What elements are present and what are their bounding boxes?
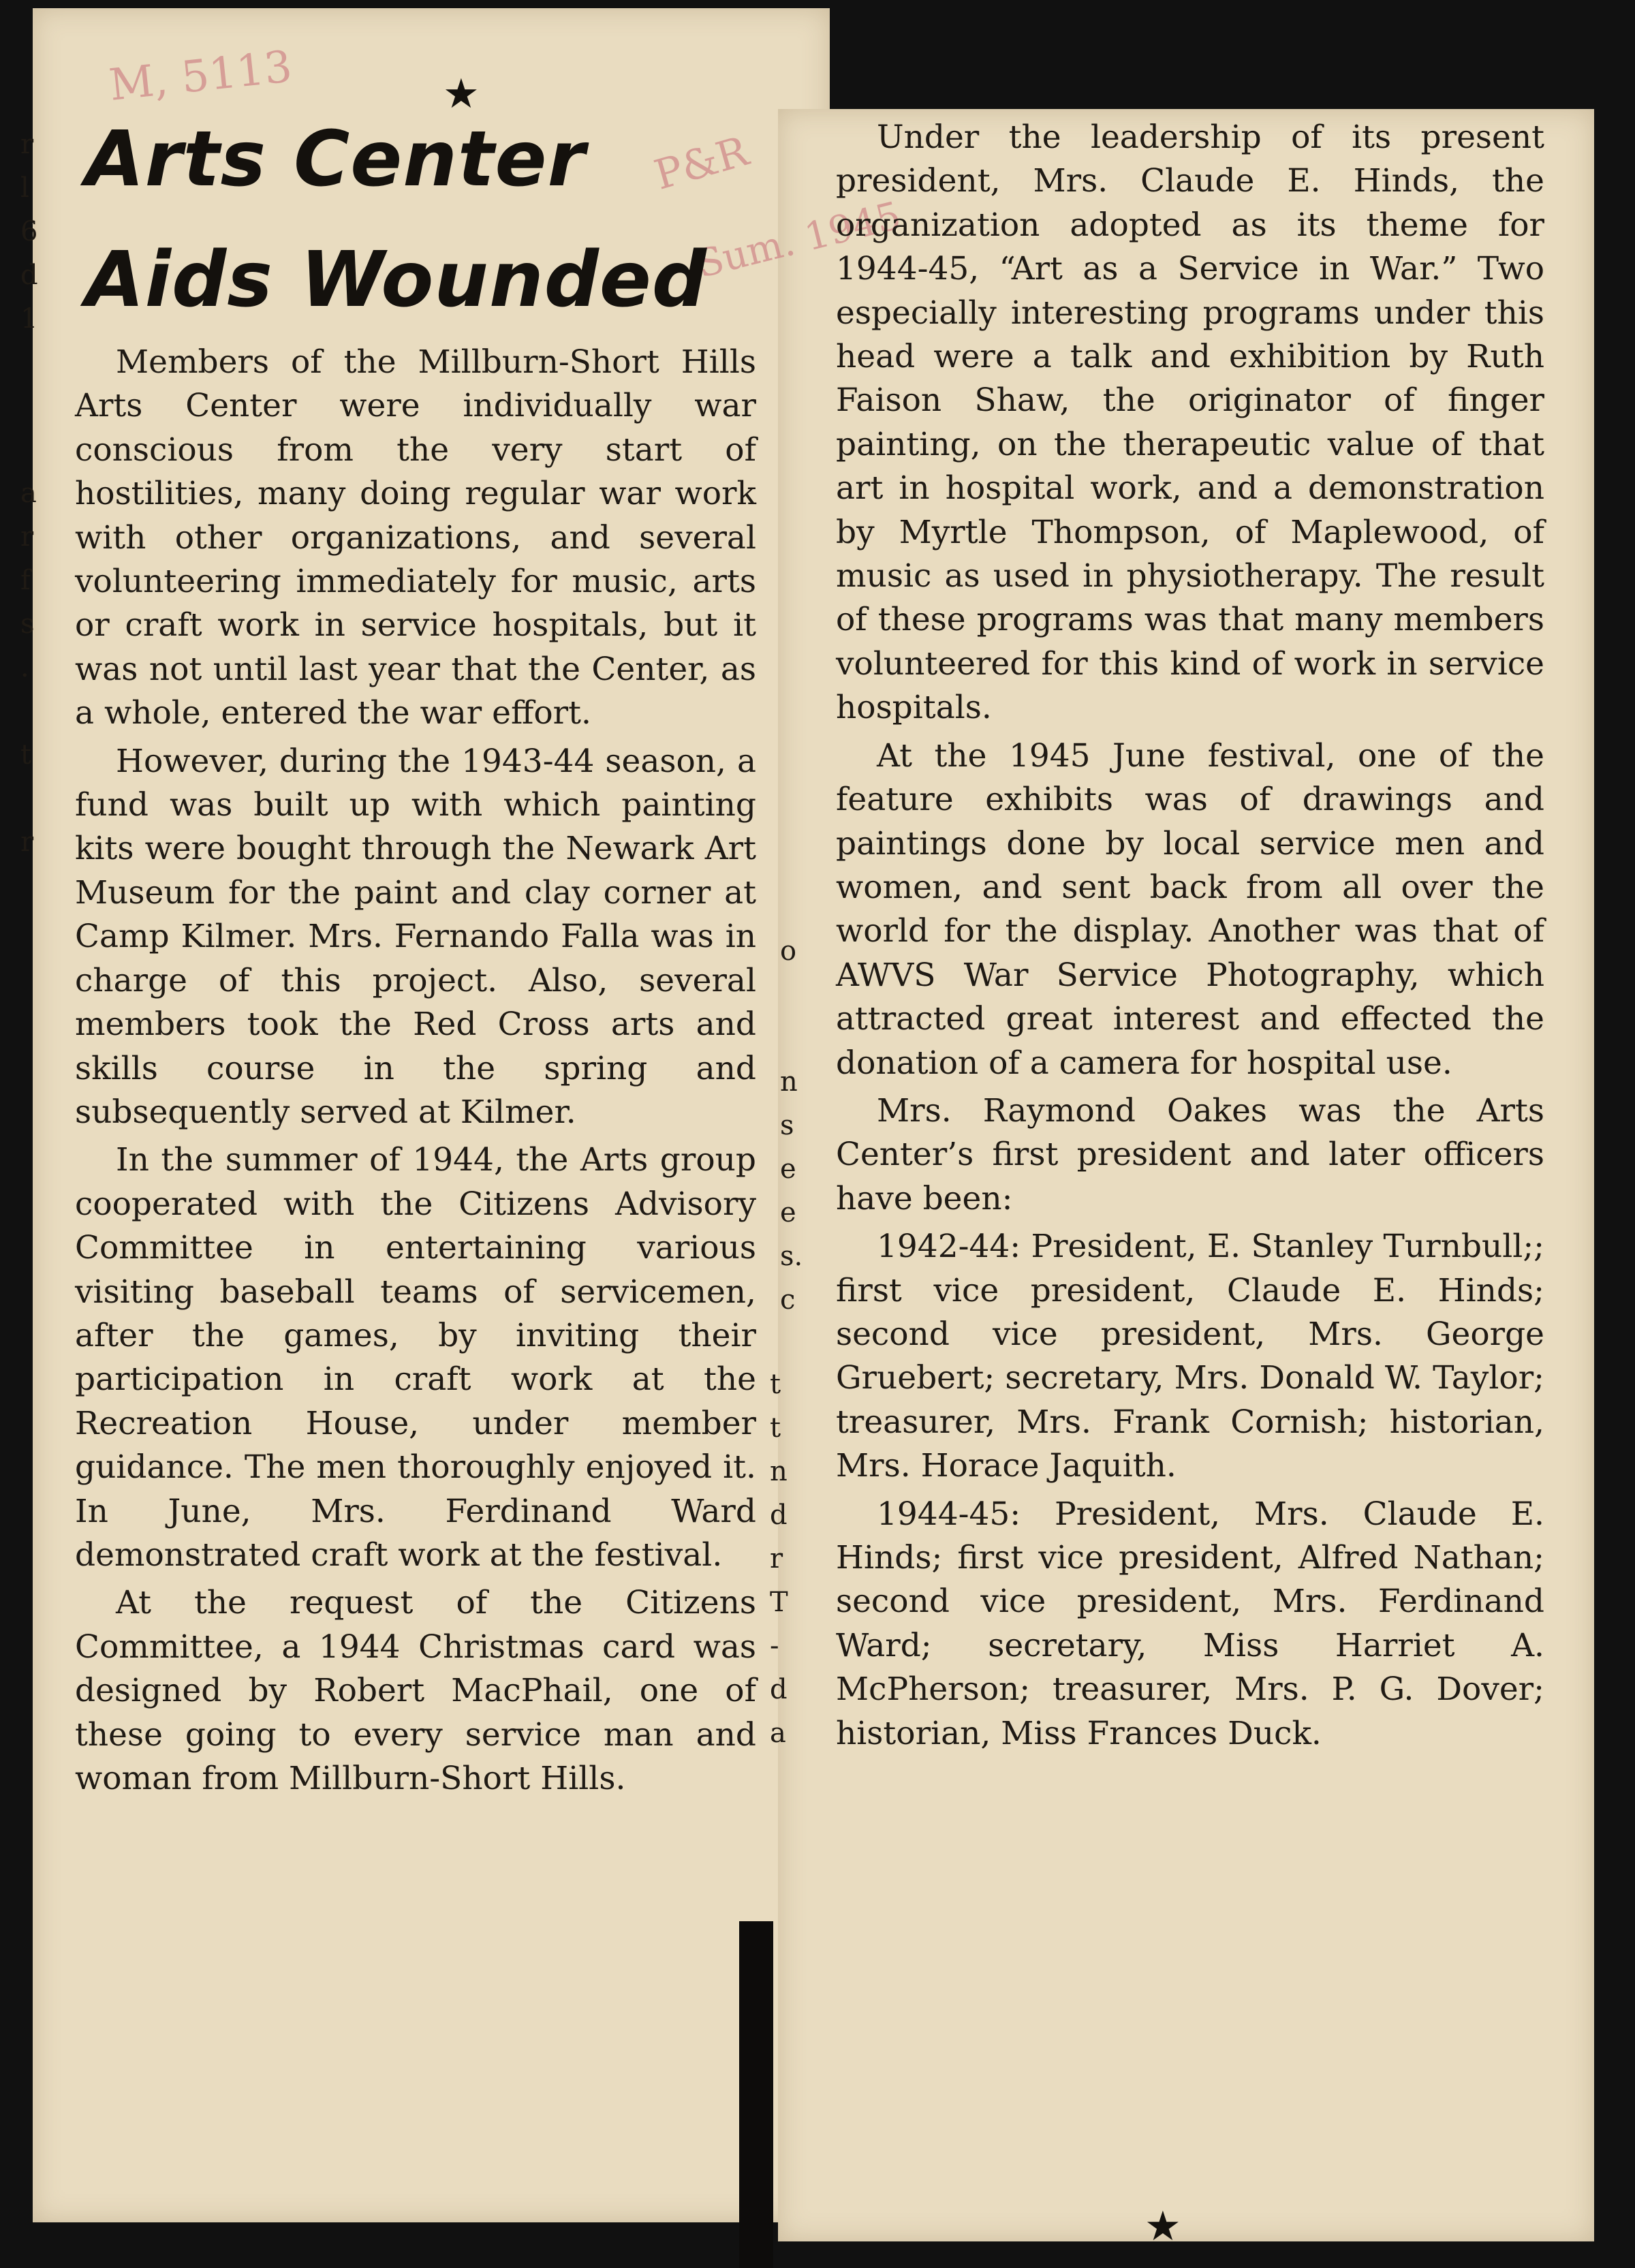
edge-fragment-letter: t	[770, 1369, 781, 1400]
article-column-right-wrap	[778, 109, 1594, 2241]
edge-fragment-letter: d	[20, 260, 38, 291]
edge-fragment-letter: s	[20, 608, 35, 640]
edge-fragment-letters	[770, 1363, 797, 1755]
edge-fragment-letter	[20, 777, 48, 820]
edge-fragment-letter: 6	[20, 216, 38, 247]
edge-fragment-letter	[780, 886, 807, 929]
edge-fragment-letter: e	[780, 1197, 796, 1228]
edge-fragment-letter: d	[770, 1674, 788, 1705]
edge-fragment-letter: r	[770, 1543, 783, 1574]
edge-fragment-letter: t	[20, 739, 32, 771]
paragraph: Mrs. Raymond Oakes was the Arts Center’s first president and later officers have been:	[836, 1091, 1544, 1217]
edge-fragment-letter: 1	[20, 303, 38, 335]
edge-fragment-letter: l	[20, 172, 29, 204]
edge-fragment-letter: r	[20, 826, 34, 858]
paragraph: However, during the 1943-44 season, a fund was built up with which painting kits were bought through the Newark Art Museum for the paint and clay corner at Camp Kilmer. Mrs. Fernando Falla was in charge of this project. Also, several members took the Red Cross arts and skills course in the spring and subsequently served at Kilmer.	[75, 742, 756, 1131]
headline-line-2: Aids Wounded	[85, 236, 708, 324]
edge-fragment-letter: s.	[780, 1241, 803, 1272]
edge-fragment-letter: r	[20, 521, 34, 553]
edge-fragment-letter	[780, 973, 807, 1016]
edge-fragment-letter: .	[20, 652, 29, 683]
edge-fragment-letter: n	[770, 1456, 788, 1487]
star-icon: ★	[1144, 2203, 1181, 2250]
edge-fragment-letter: r	[20, 129, 34, 160]
edge-fragment-letter: a	[770, 1718, 786, 1749]
paragraph: Members of the Millburn-Short Hills Arts Center were individually war conscious from the very start of hostilities, many doing regular war work with other organizations, and several volunteering immediately for music, arts or craft work in service hospitals, but it was not until last year that the Center, as a whole, entered the war effort.	[75, 343, 756, 732]
edge-fragment-letter	[780, 1016, 807, 1060]
edge-fragment-letters	[20, 123, 48, 995]
headline-line-1: Arts Center	[85, 115, 586, 204]
edge-fragment-letter	[20, 384, 48, 428]
article-column-right	[836, 116, 1544, 1760]
edge-fragment-letter	[20, 428, 48, 471]
edge-fragment-letter: t	[770, 1412, 781, 1444]
paragraph: At the 1945 June festival, one of the feature exhibits was of drawings and paintings done by local service men and women, and sent back from all over the world for the display. Another was that of AWVS War Service Photography, which attracted great interest and effected the donation of a camera for hospital use.	[836, 736, 1544, 1082]
edge-fragment-letter: d	[770, 1500, 788, 1531]
clipping-gap-shadow	[739, 1921, 773, 2268]
pencil-annotation: M, 5113	[106, 42, 295, 111]
edge-fragment-letter	[20, 951, 48, 995]
edge-fragment-letter	[20, 341, 48, 384]
edge-fragment-letter: T	[770, 1587, 788, 1618]
edge-fragment-letter	[20, 864, 48, 907]
star-icon: ★	[443, 70, 480, 118]
paragraph: 1942-44: President, E. Stanley Turnbull;; first vice president, Claude E. Hinds; second vice president, Mrs. George Gruebert; secretary, Mrs. Donald W. Taylor; treasurer, Mrs. Frank Cornish; historian, Mrs. Horace Jaquith.	[836, 1228, 1544, 1485]
edge-fragment-letters	[780, 886, 807, 1322]
edge-fragment-letter: -	[770, 1630, 779, 1662]
paragraph: At the request of the Citizens Committee, a 1944 Christmas card was designed by Robert MacPhail, one of these going to every service man and woman from Millburn-Short Hills.	[75, 1584, 756, 1797]
edge-fragment-letter: e	[780, 1153, 796, 1185]
pencil-annotation: P&R	[649, 127, 753, 200]
edge-fragment-letter: c	[780, 1284, 796, 1316]
paragraph: Under the leadership of its present president, Mrs. Claude E. Hinds, the organization adopted as its theme for 1944-45, “Art as a Service in War.” Two especially interesting programs under this head were a talk and exhibition by Ruth Faison Shaw, the originator of finger painting, on the therapeutic value of that art in hospital work, and a demonstration by Myrtle Thompson, of Maplewood, of music as used in physiotherapy. The result of these programs was that many members volunteered for this kind of work in service hospitals.	[836, 119, 1544, 727]
pencil-annotation: Sum. 1945	[692, 193, 905, 288]
edge-fragment-letter: s	[780, 1110, 794, 1141]
edge-fragment-letter: o	[780, 935, 797, 967]
article-column-left	[75, 341, 756, 1805]
edge-fragment-letter: f	[20, 565, 31, 596]
edge-fragment-letter: a	[20, 478, 37, 509]
paragraph: 1944-45: President, Mrs. Claude E. Hinds; first vice president, Alfred Nathan; second vice president, Mrs. Ferdinand Ward; secretary, Miss Harriet A. McPherson; treasurer, Mrs. P. G. Dover; historian, Miss Frances Duck.	[836, 1495, 1544, 1752]
paragraph: In the summer of 1944, the Arts group cooperated with the Citizens Advisory Committee in entertaining various visiting baseball teams of servicemen, after the games, by inviting their participation in craft work at the Recreation House, under member guidance. The men thoroughly enjoyed it. In June, Mrs. Ferdinand Ward demonstrated craft work at the festival.	[75, 1141, 756, 1574]
edge-fragment-letter	[20, 689, 48, 733]
edge-fragment-letter: n	[780, 1066, 798, 1098]
edge-fragment-letter	[20, 907, 48, 951]
